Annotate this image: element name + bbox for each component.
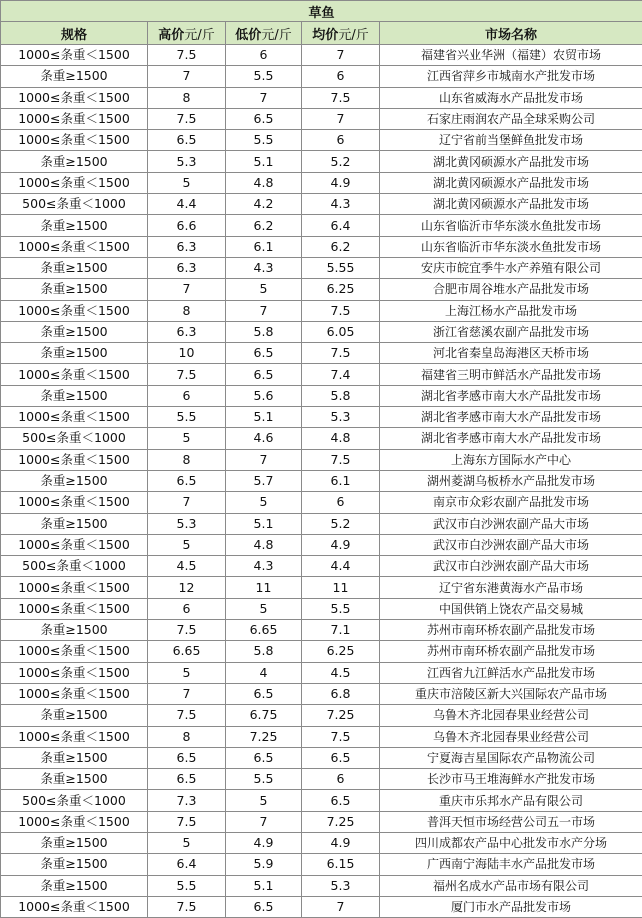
spec-cell: 条重≥1500	[1, 513, 148, 534]
high-price-cell: 5.5	[148, 875, 226, 896]
spec-cell: 条重≥1500	[1, 620, 148, 641]
low-price-cell: 4.9	[226, 832, 302, 853]
low-price-cell: 4	[226, 662, 302, 683]
header-row	[1, 22, 642, 45]
high-price-cell: 7.5	[148, 811, 226, 832]
high-price-cell: 12	[148, 577, 226, 598]
table-row	[1, 641, 642, 662]
avg-price-cell: 5.5	[302, 598, 380, 619]
market-name-cell: 湖北黄冈硕源水产品批发市场	[380, 151, 642, 172]
low-price-cell: 7	[226, 449, 302, 470]
low-price-cell: 5	[226, 598, 302, 619]
market-name-cell: 江西省萍乡市城南水产批发市场	[380, 66, 642, 87]
low-price-cell: 5.9	[226, 854, 302, 875]
high-price-cell: 10	[148, 343, 226, 364]
market-name-cell: 合肥市周谷堆水产品批发市场	[380, 279, 642, 300]
high-price-cell: 5.3	[148, 513, 226, 534]
spec-cell: 1000≤条重＜1500	[1, 534, 148, 555]
low-price-cell: 5.8	[226, 321, 302, 342]
spec-cell: 条重≥1500	[1, 832, 148, 853]
low-price-cell: 5	[226, 790, 302, 811]
market-name-cell: 湖州菱湖乌板桥水产品批发市场	[380, 470, 642, 491]
avg-price-cell: 7	[302, 896, 380, 917]
high-price-cell: 6.5	[148, 769, 226, 790]
table-row	[1, 513, 642, 534]
avg-price-cell: 5.3	[302, 407, 380, 428]
high-price-cell: 4.5	[148, 556, 226, 577]
low-price-cell: 6.75	[226, 705, 302, 726]
low-price-cell: 5	[226, 279, 302, 300]
spec-cell: 1000≤条重＜1500	[1, 577, 148, 598]
spec-cell: 条重≥1500	[1, 343, 148, 364]
high-price-cell: 6.5	[148, 747, 226, 768]
table-row	[1, 854, 642, 875]
spec-cell: 1000≤条重＜1500	[1, 236, 148, 257]
avg-price-cell: 4.9	[302, 534, 380, 555]
spec-cell: 条重≥1500	[1, 151, 148, 172]
header-avg-price: 均价元/斤	[302, 22, 380, 45]
table-row	[1, 194, 642, 215]
table-row	[1, 832, 642, 853]
high-price-cell: 5	[148, 172, 226, 193]
market-name-cell: 普洱天恒市场经营公司五一市场	[380, 811, 642, 832]
high-price-cell: 7	[148, 66, 226, 87]
market-name-cell: 福州名成水产品市场有限公司	[380, 875, 642, 896]
avg-price-cell: 7.5	[302, 726, 380, 747]
high-price-cell: 6.4	[148, 854, 226, 875]
table-row	[1, 598, 642, 619]
low-price-cell: 4.3	[226, 257, 302, 278]
table-row	[1, 151, 642, 172]
low-price-cell: 7	[226, 811, 302, 832]
avg-price-cell: 6.4	[302, 215, 380, 236]
avg-price-cell: 7.25	[302, 705, 380, 726]
avg-price-cell: 5.55	[302, 257, 380, 278]
low-price-cell: 4.8	[226, 172, 302, 193]
market-name-cell: 福建省兴业华洲（福建）农贸市场	[380, 45, 642, 66]
spec-cell: 1000≤条重＜1500	[1, 45, 148, 66]
avg-price-cell: 6.1	[302, 470, 380, 491]
market-name-cell: 乌鲁木齐北园春果业经营公司	[380, 705, 642, 726]
low-price-cell: 7	[226, 87, 302, 108]
high-price-cell: 7.3	[148, 790, 226, 811]
table-row	[1, 620, 642, 641]
avg-price-cell: 4.8	[302, 428, 380, 449]
avg-price-cell: 6	[302, 492, 380, 513]
low-price-cell: 11	[226, 577, 302, 598]
low-price-cell: 4.6	[226, 428, 302, 449]
low-price-cell: 5	[226, 492, 302, 513]
table-row	[1, 172, 642, 193]
spec-cell: 条重≥1500	[1, 705, 148, 726]
high-price-cell: 7.5	[148, 620, 226, 641]
high-price-cell: 6.5	[148, 470, 226, 491]
high-price-cell: 7.5	[148, 705, 226, 726]
spec-cell: 500≤条重＜1000	[1, 556, 148, 577]
low-price-cell: 6.65	[226, 620, 302, 641]
market-name-cell: 武汉市白沙洲农副产品大市场	[380, 556, 642, 577]
market-name-cell: 武汉市白沙洲农副产品大市场	[380, 513, 642, 534]
table-row	[1, 130, 642, 151]
spec-cell: 1000≤条重＜1500	[1, 300, 148, 321]
avg-price-cell: 4.9	[302, 172, 380, 193]
table-row	[1, 705, 642, 726]
header-market-name: 市场名称	[380, 22, 642, 45]
high-price-cell: 8	[148, 726, 226, 747]
high-price-cell: 7.5	[148, 45, 226, 66]
market-name-cell: 上海江杨水产品批发市场	[380, 300, 642, 321]
market-name-cell: 湖北省孝感市南大水产品批发市场	[380, 385, 642, 406]
spec-cell: 条重≥1500	[1, 321, 148, 342]
high-price-cell: 7.5	[148, 896, 226, 917]
avg-price-cell: 4.4	[302, 556, 380, 577]
market-name-cell: 江西省九江鲜活水产品批发市场	[380, 662, 642, 683]
table-row	[1, 343, 642, 364]
table-row	[1, 662, 642, 683]
low-price-cell: 6.5	[226, 683, 302, 704]
low-price-cell: 5.5	[226, 66, 302, 87]
avg-price-cell: 6	[302, 769, 380, 790]
market-name-cell: 山东省威海水产品批发市场	[380, 87, 642, 108]
table-title-row	[1, 1, 642, 22]
market-name-cell: 湖北省孝感市南大水产品批发市场	[380, 407, 642, 428]
market-name-cell: 四川成都农产品中心批发市水产分场	[380, 832, 642, 853]
spec-cell: 条重≥1500	[1, 875, 148, 896]
high-price-cell: 6.5	[148, 130, 226, 151]
market-name-cell: 重庆市乐邦水产品有限公司	[380, 790, 642, 811]
low-price-cell: 6	[226, 45, 302, 66]
avg-price-cell: 7	[302, 108, 380, 129]
low-price-cell: 6.5	[226, 108, 302, 129]
avg-price-cell: 6	[302, 130, 380, 151]
high-price-cell: 5	[148, 428, 226, 449]
high-price-cell: 7	[148, 279, 226, 300]
low-price-cell: 5.5	[226, 769, 302, 790]
market-name-cell: 湖北黄冈硕源水产品批发市场	[380, 172, 642, 193]
low-price-cell: 5.8	[226, 641, 302, 662]
table-row	[1, 257, 642, 278]
avg-price-cell: 6.25	[302, 641, 380, 662]
market-name-cell: 苏州市南环桥农副产品批发市场	[380, 620, 642, 641]
low-price-cell: 5.1	[226, 151, 302, 172]
header-low-price: 低价元/斤	[226, 22, 302, 45]
market-name-cell: 厦门市水产品批发市场	[380, 896, 642, 917]
low-price-cell: 4.3	[226, 556, 302, 577]
spec-cell: 1000≤条重＜1500	[1, 492, 148, 513]
spec-cell: 条重≥1500	[1, 257, 148, 278]
table-row	[1, 300, 642, 321]
table-row	[1, 279, 642, 300]
high-price-cell: 4.4	[148, 194, 226, 215]
table-row	[1, 407, 642, 428]
low-price-cell: 6.1	[226, 236, 302, 257]
low-price-cell: 6.5	[226, 896, 302, 917]
spec-cell: 条重≥1500	[1, 66, 148, 87]
avg-price-cell: 5.8	[302, 385, 380, 406]
high-price-cell: 5	[148, 832, 226, 853]
market-name-cell: 山东省临沂市华东淡水鱼批发市场	[380, 215, 642, 236]
table-row	[1, 108, 642, 129]
high-price-cell: 5	[148, 534, 226, 555]
table-row	[1, 875, 642, 896]
table-row	[1, 492, 642, 513]
avg-price-cell: 6	[302, 66, 380, 87]
table-row	[1, 790, 642, 811]
low-price-cell: 6.5	[226, 747, 302, 768]
high-price-cell: 6.3	[148, 321, 226, 342]
market-name-cell: 湖北黄冈硕源水产品批发市场	[380, 194, 642, 215]
high-price-cell: 8	[148, 87, 226, 108]
low-price-cell: 6.5	[226, 364, 302, 385]
market-name-cell: 山东省临沂市华东淡水鱼批发市场	[380, 236, 642, 257]
market-name-cell: 乌鲁木齐北园春果业经营公司	[380, 726, 642, 747]
market-name-cell: 南京市众彩农副产品批发市场	[380, 492, 642, 513]
low-price-cell: 5.7	[226, 470, 302, 491]
low-price-cell: 5.1	[226, 875, 302, 896]
table-title: 草鱼	[1, 1, 642, 22]
table-row	[1, 321, 642, 342]
avg-price-cell: 11	[302, 577, 380, 598]
high-price-cell: 6.65	[148, 641, 226, 662]
high-price-cell: 7.5	[148, 108, 226, 129]
avg-price-cell: 5.2	[302, 151, 380, 172]
avg-price-cell: 6.5	[302, 747, 380, 768]
low-price-cell: 6.5	[226, 343, 302, 364]
avg-price-cell: 4.5	[302, 662, 380, 683]
market-name-cell: 石家庄雨润农产品全球采购公司	[380, 108, 642, 129]
high-price-cell: 6	[148, 598, 226, 619]
spec-cell: 1000≤条重＜1500	[1, 598, 148, 619]
spec-cell: 条重≥1500	[1, 279, 148, 300]
table-row	[1, 683, 642, 704]
market-name-cell: 武汉市白沙洲农副产品大市场	[380, 534, 642, 555]
table-row	[1, 556, 642, 577]
table-row	[1, 449, 642, 470]
spec-cell: 500≤条重＜1000	[1, 194, 148, 215]
avg-price-cell: 7.4	[302, 364, 380, 385]
table-row	[1, 236, 642, 257]
high-price-cell: 6.3	[148, 257, 226, 278]
spec-cell: 1000≤条重＜1500	[1, 641, 148, 662]
table-row	[1, 87, 642, 108]
spec-cell: 1000≤条重＜1500	[1, 811, 148, 832]
market-name-cell: 福建省三明市鲜活水产品批发市场	[380, 364, 642, 385]
market-name-cell: 浙江省慈溪农副产品批发市场	[380, 321, 642, 342]
high-price-cell: 7	[148, 492, 226, 513]
high-price-cell: 6.6	[148, 215, 226, 236]
avg-price-cell: 7.1	[302, 620, 380, 641]
table-row	[1, 769, 642, 790]
market-name-cell: 安庆市皖宜季牛水产养殖有限公司	[380, 257, 642, 278]
table-body	[1, 45, 642, 918]
market-name-cell: 辽宁省东港黄海水产品市场	[380, 577, 642, 598]
low-price-cell: 4.8	[226, 534, 302, 555]
avg-price-cell: 7.25	[302, 811, 380, 832]
avg-price-cell: 7.5	[302, 300, 380, 321]
avg-price-cell: 5.2	[302, 513, 380, 534]
spec-cell: 1000≤条重＜1500	[1, 364, 148, 385]
market-name-cell: 广西南宁海陆丰水产品批发市场	[380, 854, 642, 875]
avg-price-cell: 7.5	[302, 343, 380, 364]
avg-price-cell: 7	[302, 45, 380, 66]
spec-cell: 1000≤条重＜1500	[1, 130, 148, 151]
table-row	[1, 726, 642, 747]
table-row	[1, 896, 642, 917]
spec-cell: 1000≤条重＜1500	[1, 172, 148, 193]
spec-cell: 1000≤条重＜1500	[1, 449, 148, 470]
spec-cell: 500≤条重＜1000	[1, 428, 148, 449]
market-name-cell: 河北省秦皇岛海港区天桥市场	[380, 343, 642, 364]
avg-price-cell: 4.3	[302, 194, 380, 215]
header-high-price: 高价元/斤	[148, 22, 226, 45]
market-name-cell: 长沙市马王堆海鲜水产批发市场	[380, 769, 642, 790]
high-price-cell: 8	[148, 449, 226, 470]
low-price-cell: 7	[226, 300, 302, 321]
spec-cell: 1000≤条重＜1500	[1, 896, 148, 917]
table-row	[1, 385, 642, 406]
avg-price-cell: 5.3	[302, 875, 380, 896]
spec-cell: 1000≤条重＜1500	[1, 726, 148, 747]
high-price-cell: 5.5	[148, 407, 226, 428]
spec-cell: 条重≥1500	[1, 854, 148, 875]
spec-cell: 条重≥1500	[1, 385, 148, 406]
table-row	[1, 45, 642, 66]
spec-cell: 条重≥1500	[1, 747, 148, 768]
spec-cell: 500≤条重＜1000	[1, 790, 148, 811]
low-price-cell: 7.25	[226, 726, 302, 747]
market-name-cell: 上海东方国际水产中心	[380, 449, 642, 470]
high-price-cell: 5.3	[148, 151, 226, 172]
low-price-cell: 5.6	[226, 385, 302, 406]
high-price-cell: 7	[148, 683, 226, 704]
high-price-cell: 8	[148, 300, 226, 321]
avg-price-cell: 7.5	[302, 449, 380, 470]
avg-price-cell: 6.8	[302, 683, 380, 704]
spec-cell: 1000≤条重＜1500	[1, 407, 148, 428]
market-name-cell: 湖北省孝感市南大水产品批发市场	[380, 428, 642, 449]
table-row	[1, 534, 642, 555]
low-price-cell: 5.1	[226, 407, 302, 428]
spec-cell: 1000≤条重＜1500	[1, 683, 148, 704]
low-price-cell: 6.2	[226, 215, 302, 236]
table-row	[1, 428, 642, 449]
high-price-cell: 7.5	[148, 364, 226, 385]
table-row	[1, 747, 642, 768]
avg-price-cell: 6.05	[302, 321, 380, 342]
low-price-cell: 5.1	[226, 513, 302, 534]
market-name-cell: 重庆市涪陵区新大兴国际农产品市场	[380, 683, 642, 704]
table-row	[1, 470, 642, 491]
avg-price-cell: 6.15	[302, 854, 380, 875]
high-price-cell: 5	[148, 662, 226, 683]
spec-cell: 1000≤条重＜1500	[1, 87, 148, 108]
avg-price-cell: 7.5	[302, 87, 380, 108]
market-name-cell: 中国供销上饶农产品交易城	[380, 598, 642, 619]
avg-price-cell: 6.5	[302, 790, 380, 811]
table-row	[1, 364, 642, 385]
market-name-cell: 宁夏海吉星国际农产品物流公司	[380, 747, 642, 768]
low-price-cell: 5.5	[226, 130, 302, 151]
high-price-cell: 6.3	[148, 236, 226, 257]
table-row	[1, 577, 642, 598]
table-row	[1, 66, 642, 87]
spec-cell: 条重≥1500	[1, 470, 148, 491]
header-spec: 规格	[1, 22, 148, 45]
spec-cell: 条重≥1500	[1, 769, 148, 790]
table-row	[1, 215, 642, 236]
avg-price-cell: 6.25	[302, 279, 380, 300]
avg-price-cell: 6.2	[302, 236, 380, 257]
spec-cell: 1000≤条重＜1500	[1, 108, 148, 129]
market-name-cell: 辽宁省前当堡鲜鱼批发市场	[380, 130, 642, 151]
spec-cell: 1000≤条重＜1500	[1, 662, 148, 683]
avg-price-cell: 4.9	[302, 832, 380, 853]
market-name-cell: 苏州市南环桥农副产品批发市场	[380, 641, 642, 662]
spec-cell: 条重≥1500	[1, 215, 148, 236]
table-row	[1, 811, 642, 832]
low-price-cell: 4.2	[226, 194, 302, 215]
high-price-cell: 6	[148, 385, 226, 406]
